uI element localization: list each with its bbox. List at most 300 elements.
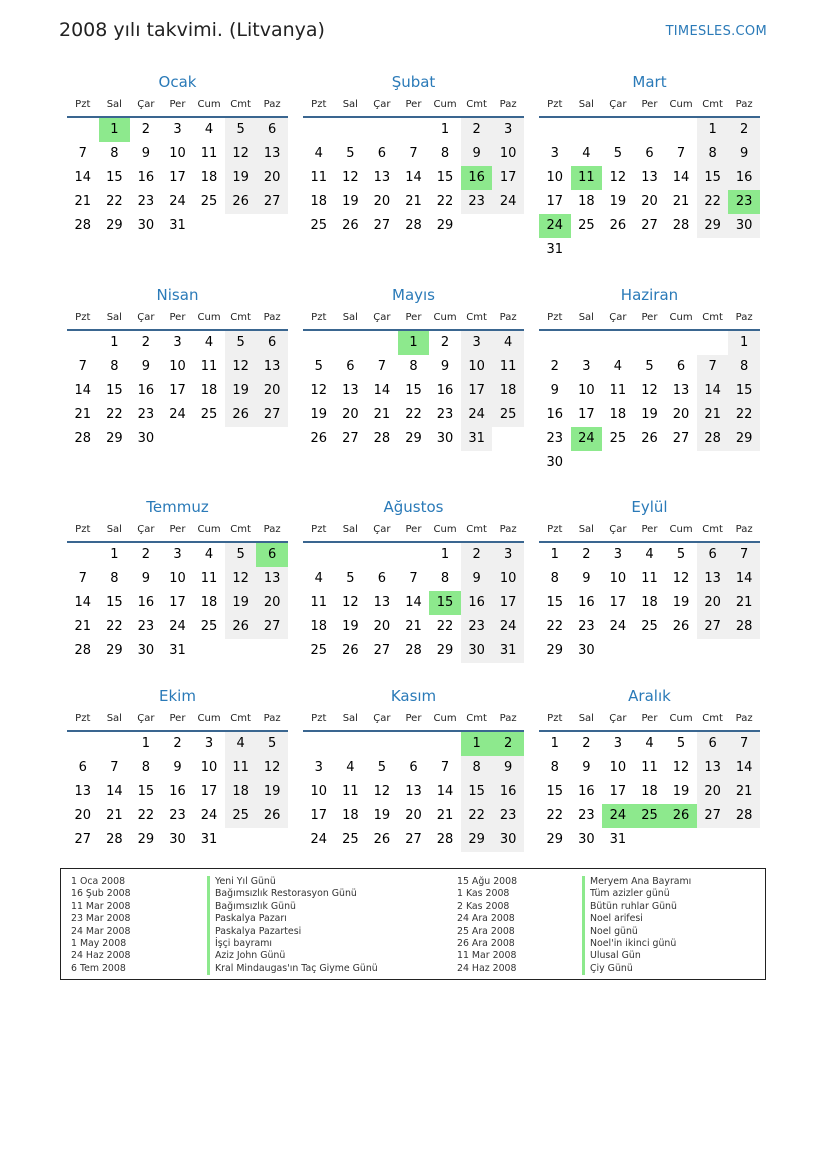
weekday-label: Pzt [547,713,563,724]
week-row [303,615,524,639]
empty-day [539,118,571,142]
holiday-day: 24 [602,804,634,828]
week-row [539,756,760,780]
weekend-day: 23 [461,615,493,639]
weekend-day: 17 [492,591,524,615]
day: 11 [342,784,359,799]
weekend-day: 28 [728,804,760,828]
day: 7 [409,571,418,586]
empty-day [366,543,398,567]
weekday-label: Cum [197,713,221,724]
day: 1 [440,122,450,137]
empty-day [602,639,634,663]
weekend-day: 27 [697,615,729,639]
week-row [303,331,524,355]
week-row [539,331,760,355]
day: 10 [546,170,564,185]
weekend-day: 19 [256,780,288,804]
weekday-label: Cmt [702,312,723,323]
week-row [67,804,288,828]
day: 9 [582,571,591,586]
week-row [67,190,288,214]
empty-day [366,732,398,756]
weekend-day: 7 [728,543,760,567]
week-row [67,214,288,238]
month-name: Eylül [631,498,668,516]
weekend-day: 23 [461,190,493,214]
weekend-day: 31 [461,427,493,451]
weekend-day: 6 [697,543,729,567]
weekday-label: Per [641,99,658,110]
week-row [539,166,760,190]
weekday-label: Cum [197,99,221,110]
day: 18 [609,407,627,422]
day: 28 [405,218,422,233]
day: 13 [74,784,92,799]
day: 16 [137,383,155,398]
week-row [539,543,760,567]
empty-day [492,214,524,238]
weekday-label: Çar [609,312,627,323]
weekend-day: 28 [697,427,729,451]
empty-day [539,331,571,355]
weekend-day: 29 [697,214,729,238]
weekday-header [67,93,288,118]
weekend-day: 13 [697,756,729,780]
weekday-label: Cum [197,524,221,535]
weekday-header [303,306,524,331]
day: 21 [373,407,391,422]
weekday-label: Cum [669,99,693,110]
empty-day [99,732,131,756]
day: 29 [106,643,123,658]
day: 30 [137,431,155,446]
day: 19 [373,808,391,823]
day: 13 [672,383,690,398]
day: 22 [137,808,155,823]
empty-day [398,543,430,567]
weekend-day: 23 [492,804,524,828]
week-row [67,828,288,852]
weekend-day: 8 [697,142,729,166]
empty-day [634,118,666,142]
day: 26 [373,832,391,847]
holiday-name: Aziz John Günü [207,950,378,962]
day: 10 [578,383,595,398]
day: 25 [578,218,595,233]
day: 21 [106,808,123,823]
weekend-day: 17 [461,379,493,403]
day: 24 [169,407,186,422]
weekday-label: Per [641,524,658,535]
week-row [539,238,760,262]
weekend-day: 15 [697,166,729,190]
weekday-label: Sal [106,713,122,724]
week-row [67,403,288,427]
day: 25 [342,832,359,847]
month-name: Mayıs [392,286,435,304]
weekend-day: 2 [461,118,493,142]
weekend-day: 24 [492,615,524,639]
day: 3 [173,122,182,137]
day: 4 [645,547,654,562]
week-row [67,331,288,355]
weekday-label: Per [405,312,422,323]
weekend-day: 26 [225,403,257,427]
empty-day [303,543,335,567]
holiday-date: 24 Haz 2008 [71,950,131,962]
week-row [67,142,288,166]
day: 30 [578,832,595,847]
weekday-label: Cmt [230,713,251,724]
day: 12 [310,383,328,398]
empty-day [634,828,666,852]
weekday-label: Pzt [547,99,563,110]
week-row [303,355,524,379]
weekend-day: 27 [256,615,288,639]
weekday-label: Paz [499,713,517,724]
day: 7 [377,359,387,374]
day: 6 [346,359,355,374]
week-row [303,828,524,852]
month-name: Ekim [159,687,196,705]
holiday-day: 1 [461,732,493,756]
day: 24 [310,832,328,847]
brand-link[interactable]: TIMESLES.COM [665,24,767,39]
day: 22 [106,407,123,422]
week-row [539,451,760,475]
empty-day [429,732,461,756]
weekday-label: Sal [106,99,122,110]
weekday-label: Çar [609,99,627,110]
weekday-label: Cmt [230,524,251,535]
weekend-day: 12 [225,355,257,379]
day: 4 [204,335,214,350]
day: 10 [169,359,186,374]
day: 11 [200,146,218,161]
weekend-day: 4 [225,732,257,756]
day: 20 [373,194,391,209]
day: 4 [346,760,355,775]
day: 31 [169,218,186,233]
day: 5 [645,359,654,374]
day: 15 [436,170,454,185]
empty-day [303,732,335,756]
weekend-day: 3 [492,543,524,567]
day: 9 [550,383,559,398]
weekday-label: Pzt [547,524,563,535]
week-row [303,756,524,780]
day: 26 [342,218,359,233]
empty-day [697,451,729,475]
day: 21 [672,194,690,209]
weekend-day: 25 [225,804,257,828]
day: 26 [342,643,359,658]
day: 6 [409,760,418,775]
day: 7 [78,146,87,161]
holiday-list [60,868,766,980]
weekend-day: 18 [492,379,524,403]
weekend-day: 5 [225,118,257,142]
day: 17 [169,170,186,185]
weekday-label: Sal [106,524,122,535]
weekday-label: Pzt [75,99,91,110]
weekend-day: 31 [492,639,524,663]
day: 21 [405,619,422,634]
holiday-date: 11 Mar 2008 [457,950,517,962]
day: 4 [204,122,214,137]
day: 4 [613,359,623,374]
weekday-label: Çar [137,713,155,724]
day: 11 [641,760,658,775]
day: 1 [550,736,559,751]
weekday-label: Çar [609,713,627,724]
week-row [539,567,760,591]
empty-day [225,214,257,238]
day: 26 [609,218,627,233]
empty-day [492,427,524,451]
week-row [539,639,760,663]
week-row [303,543,524,567]
day: 28 [74,643,92,658]
day: 20 [373,619,391,634]
day: 14 [405,170,422,185]
day: 7 [78,571,87,586]
day: 30 [578,643,595,658]
weekend-day: 9 [461,142,493,166]
weekday-label: Per [169,99,186,110]
day: 6 [377,571,387,586]
weekday-label: Pzt [311,312,327,323]
empty-day [728,451,760,475]
day: 3 [613,736,623,751]
day: 8 [110,571,119,586]
day: 18 [578,194,595,209]
day: 14 [74,595,92,610]
weekday-header [539,518,760,543]
empty-day [256,214,288,238]
day: 19 [641,407,658,422]
weekend-day: 14 [697,379,729,403]
day: 11 [609,383,627,398]
day: 22 [436,619,454,634]
week-row [539,142,760,166]
empty-day [634,238,666,262]
day: 16 [578,784,595,799]
empty-day [728,828,760,852]
week-row [539,804,760,828]
month-name: Mart [632,73,667,91]
weekday-label: Pzt [311,713,327,724]
weekday-label: Pzt [547,312,563,323]
day: 14 [405,595,422,610]
day: 11 [641,571,658,586]
weekend-day: 5 [256,732,288,756]
week-row [303,567,524,591]
month-name: Şubat [391,73,436,91]
empty-day [634,639,666,663]
week-row [67,567,288,591]
day: 1 [550,547,559,562]
day: 19 [672,595,690,610]
day: 23 [137,194,155,209]
day: 19 [609,194,627,209]
weekday-label: Çar [137,99,155,110]
day: 29 [106,431,123,446]
day: 29 [436,643,454,658]
holiday-date: 25 Ara 2008 [457,925,515,937]
weekday-label: Per [405,99,422,110]
day: 12 [609,170,627,185]
weekday-label: Per [169,713,186,724]
day: 3 [173,547,182,562]
holiday-dates-left [71,876,131,975]
holiday-day: 15 [429,591,461,615]
day: 27 [405,832,422,847]
day: 23 [546,431,564,446]
empty-day [225,639,257,663]
weekday-label: Cmt [466,524,487,535]
day: 12 [641,383,658,398]
day: 25 [310,643,328,658]
holiday-date: 1 Kas 2008 [457,888,510,900]
day: 2 [141,122,151,137]
weekend-day: 21 [697,403,729,427]
day: 8 [440,571,450,586]
weekday-label: Cum [433,99,457,110]
day: 17 [200,784,218,799]
month-1 [67,71,288,238]
day: 13 [373,595,391,610]
empty-day [728,238,760,262]
weekday-label: Per [405,524,422,535]
day: 19 [310,407,328,422]
empty-day [67,543,99,567]
weekday-label: Cum [669,713,693,724]
month-3 [539,71,760,262]
day: 13 [641,170,658,185]
holiday-name: Bütün ruhlar Günü [582,901,691,913]
weekday-label: Cmt [702,99,723,110]
day: 7 [676,146,686,161]
day: 21 [74,407,92,422]
empty-day [256,427,288,451]
day: 1 [110,547,119,562]
week-row [303,427,524,451]
empty-day [728,639,760,663]
month-6 [539,284,760,475]
month-name: Haziran [620,286,679,304]
weekday-label: Pzt [75,524,91,535]
day: 23 [137,407,155,422]
day: 17 [310,808,328,823]
empty-day [193,214,225,238]
month-name: Temmuz [146,498,209,516]
day: 15 [106,383,123,398]
day: 28 [74,431,92,446]
day: 28 [106,832,123,847]
week-row [539,118,760,142]
empty-day [366,331,398,355]
weekday-label: Sal [578,99,594,110]
week-row [303,591,524,615]
weekend-day: 22 [461,804,493,828]
weekend-day: 17 [492,166,524,190]
weekend-day: 10 [461,355,493,379]
day: 4 [314,146,323,161]
weekday-header [539,707,760,732]
day: 31 [200,832,218,847]
day: 24 [169,619,186,634]
weekday-label: Paz [499,524,517,535]
day: 19 [342,194,359,209]
empty-day [571,238,603,262]
day: 7 [110,760,119,775]
week-row [67,591,288,615]
weekend-day: 9 [728,142,760,166]
day: 7 [78,359,87,374]
day: 24 [200,808,218,823]
weekday-label: Per [405,713,422,724]
weekend-day: 13 [256,142,288,166]
day: 21 [405,194,422,209]
day: 26 [672,619,690,634]
weekday-label: Paz [263,312,281,323]
day: 25 [200,194,218,209]
weekday-label: Pzt [75,312,91,323]
day: 1 [141,736,151,751]
week-row [67,756,288,780]
day: 28 [405,643,422,658]
weekend-day: 28 [728,615,760,639]
weekday-label: Paz [499,99,517,110]
week-row [303,214,524,238]
day: 5 [314,359,323,374]
day: 20 [641,194,658,209]
day: 1 [440,547,450,562]
weekend-day: 20 [256,166,288,190]
weekday-label: Cum [197,312,221,323]
holiday-name: Tüm azizler günü [582,888,691,900]
day: 8 [440,146,450,161]
day: 30 [546,455,564,470]
week-row [67,732,288,756]
empty-day [665,118,697,142]
weekend-day: 10 [492,142,524,166]
day: 16 [137,170,155,185]
day: 16 [169,784,186,799]
day: 12 [342,595,359,610]
month-name: Ağustos [383,498,444,516]
weekday-header [539,93,760,118]
day: 13 [405,784,422,799]
empty-day [634,451,666,475]
day: 5 [613,146,623,161]
day: 25 [200,407,218,422]
weekday-label: Per [169,524,186,535]
day: 20 [342,407,359,422]
weekend-day: 6 [256,118,288,142]
weekend-day: 26 [225,190,257,214]
day: 15 [137,784,155,799]
weekday-label: Cum [433,524,457,535]
weekend-day: 13 [697,567,729,591]
day: 9 [440,359,450,374]
day: 3 [173,335,182,350]
day: 29 [436,218,454,233]
day: 27 [373,218,391,233]
day: 9 [173,760,182,775]
